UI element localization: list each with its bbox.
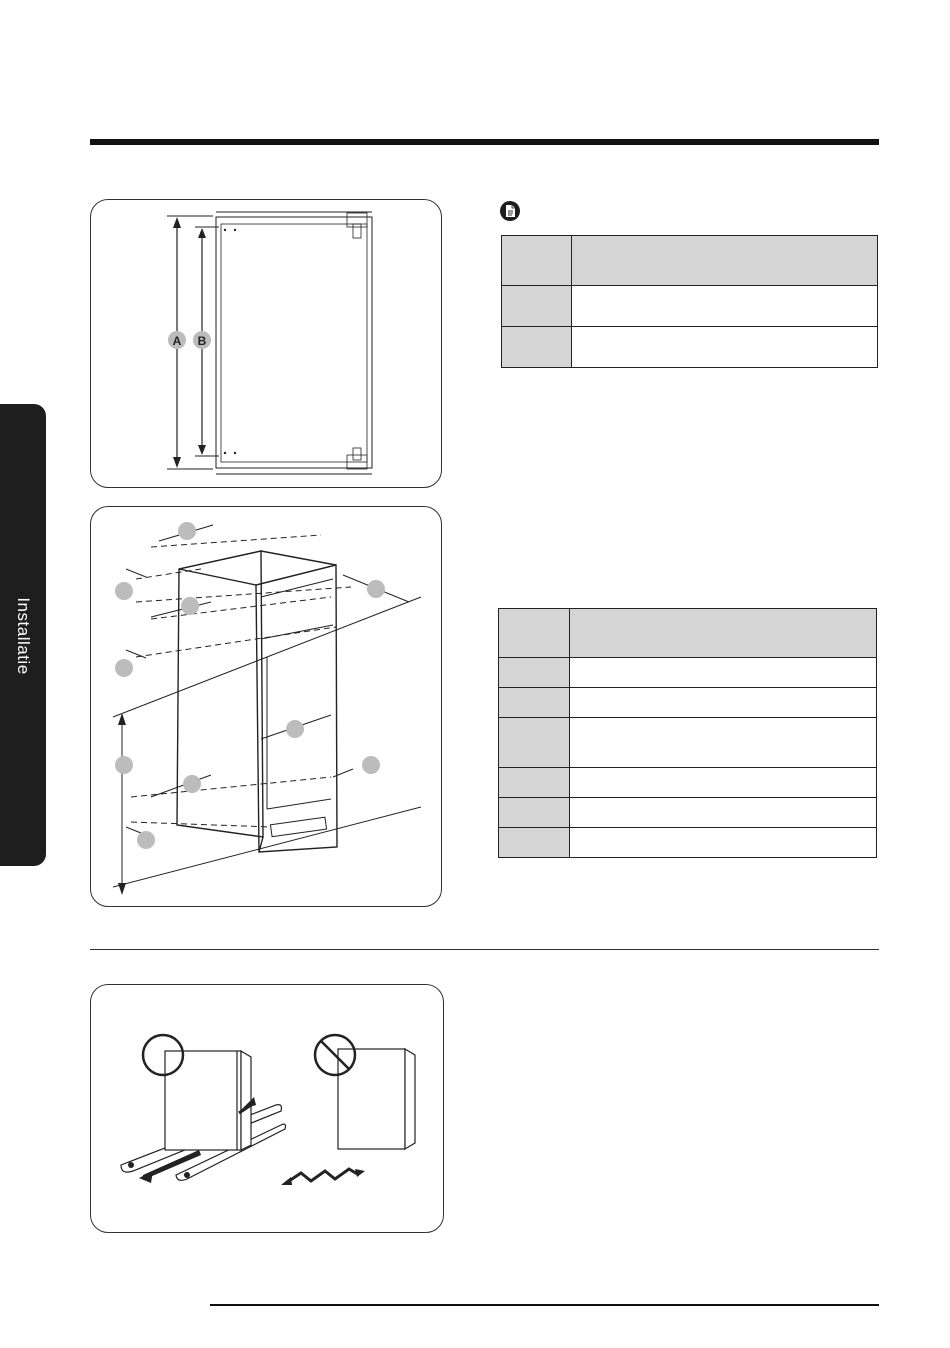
moving-method-figure bbox=[90, 984, 444, 1233]
door-dimension-drawing bbox=[91, 200, 442, 488]
table-2-row-value bbox=[570, 658, 877, 688]
table-2-row-key bbox=[499, 658, 570, 688]
footer-rule bbox=[210, 1304, 879, 1306]
note-icon bbox=[500, 201, 520, 221]
callout-markers bbox=[115, 522, 385, 849]
table-2-row-value bbox=[570, 718, 877, 768]
table-2-row-key bbox=[499, 798, 570, 828]
table-2-row-key bbox=[499, 688, 570, 718]
cabinet-dimension-table bbox=[498, 608, 877, 858]
table-1-row-key bbox=[502, 286, 572, 327]
label-a: A bbox=[172, 334, 182, 348]
table-2-row-value bbox=[570, 828, 877, 858]
table-2-header-value bbox=[570, 609, 877, 658]
cabinet-dimension-drawing bbox=[91, 507, 442, 907]
door-dimension-figure bbox=[90, 199, 442, 488]
side-tab-label: Installatie bbox=[14, 597, 33, 675]
table-2-row-key bbox=[499, 768, 570, 798]
table-1-row-value bbox=[572, 286, 878, 327]
table-2-row-value bbox=[570, 688, 877, 718]
table-1-row-key bbox=[502, 327, 572, 368]
door-dimension-table bbox=[501, 235, 878, 368]
table-2-row-value bbox=[570, 798, 877, 828]
top-rule bbox=[90, 139, 879, 145]
table-2-row-value bbox=[570, 768, 877, 798]
label-b: B bbox=[197, 334, 207, 348]
cabinet-dimension-figure bbox=[90, 506, 442, 907]
table-1-header-key bbox=[502, 236, 572, 286]
table-2-row-key bbox=[499, 718, 570, 768]
table-2-header-key bbox=[499, 609, 570, 658]
section-divider bbox=[90, 949, 879, 950]
table-1-row-value bbox=[572, 327, 878, 368]
table-2-row-key bbox=[499, 828, 570, 858]
table-1-header-value bbox=[572, 236, 878, 286]
moving-method-drawing bbox=[91, 985, 444, 1233]
